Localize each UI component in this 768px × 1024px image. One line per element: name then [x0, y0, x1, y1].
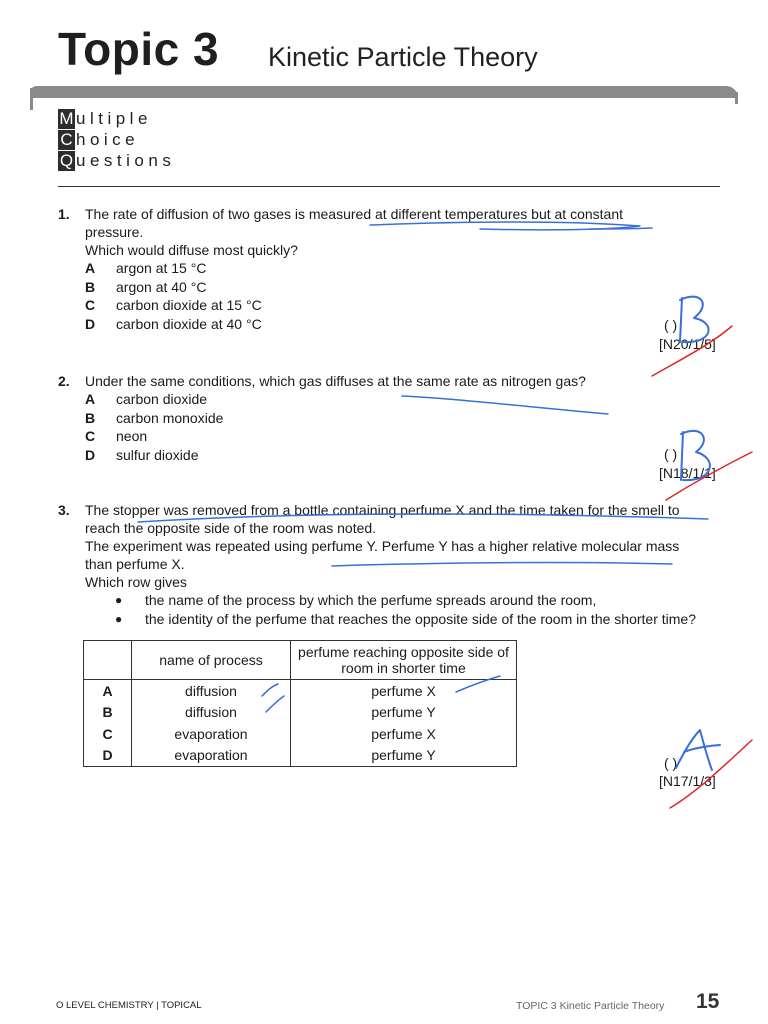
bullet-text: the identity of the perfume that reaches the opposite side of the room in the shorter time? — [145, 610, 696, 627]
question-line: The experiment was repeated using perfume Y. Perfume Y has a higher relative molecular mass — [85, 538, 680, 554]
question-line: The rate of diffusion of two gases is measured at different temperatures but at constant — [85, 206, 624, 222]
question-line: than perfume X. — [85, 556, 185, 572]
option-letter: D — [85, 315, 96, 332]
heading-rule — [58, 186, 720, 187]
option-d[interactable] — [85, 315, 725, 334]
option-c[interactable] — [85, 427, 725, 446]
row-process: diffusion — [132, 702, 291, 724]
option-a[interactable] — [85, 259, 725, 278]
question-number: 1. — [58, 206, 70, 222]
topic-title: Kinetic Particle Theory — [268, 42, 538, 72]
row-letter: A — [84, 680, 132, 702]
bullet-text: the name of the process by which the perfume spreads around the room, — [145, 592, 597, 608]
mcq-word-rest: ultiple — [76, 108, 152, 128]
question-reference: [N20/1/5] — [659, 336, 716, 352]
option-letter: B — [85, 278, 96, 295]
option-letter: B — [85, 409, 96, 426]
option-d[interactable] — [85, 446, 725, 465]
footer-left: O LEVEL CHEMISTRY | TOPICAL — [56, 1000, 202, 1011]
table-header-cell — [84, 641, 132, 680]
option-text: carbon monoxide — [116, 409, 224, 426]
row-perfume: perfume X — [291, 723, 517, 745]
topic-number: Topic 3 — [58, 23, 220, 75]
option-letter: A — [85, 260, 96, 276]
question-line: The stopper was removed from a bottle containing perfume X and the time taken for the smell to — [85, 502, 680, 518]
question-body — [85, 205, 725, 333]
option-text: carbon dioxide at 40 °C — [116, 315, 262, 332]
question-body — [85, 501, 725, 628]
mcq-word-rest: uestions — [76, 150, 176, 170]
option-b[interactable] — [85, 409, 725, 428]
row-letter: D — [84, 745, 132, 767]
question-line: pressure. — [85, 224, 144, 240]
option-letter: A — [85, 391, 96, 407]
question-body — [85, 372, 725, 464]
option-list — [85, 259, 725, 333]
option-list — [85, 390, 725, 464]
option-c[interactable] — [85, 296, 725, 315]
answer-table — [83, 640, 517, 767]
question-line: reach the opposite side of the room was noted. — [85, 520, 377, 536]
table-header-cell: name of process — [132, 641, 291, 680]
row-letter: B — [84, 702, 132, 724]
row-process: evaporation — [132, 723, 291, 745]
mcq-heading — [58, 108, 175, 171]
header-bar-edge-left — [30, 88, 33, 110]
header-bar-edge-right — [735, 92, 738, 104]
table-header-cell: perfume reaching opposite side of room in shorter time — [291, 641, 517, 680]
answer-brackets: ( ) — [664, 317, 678, 333]
table-row[interactable] — [84, 702, 517, 724]
question-line: Which would diffuse most quickly? — [85, 242, 298, 258]
ink-letter-a — [676, 730, 720, 770]
mcq-heading-row — [58, 129, 175, 150]
answer-brackets: ( ) — [664, 755, 678, 771]
option-text: argon at 40 °C — [116, 278, 207, 295]
page-number: 15 — [696, 990, 720, 1013]
row-perfume: perfume Y — [291, 745, 517, 767]
option-letter: C — [85, 297, 96, 313]
mcq-initial: M — [59, 108, 74, 128]
mcq-heading-row — [58, 150, 175, 171]
bullet-dot-icon: ● — [115, 611, 123, 626]
table-row[interactable] — [84, 723, 517, 745]
bullet-dot-icon: ● — [115, 593, 123, 607]
option-letter: C — [85, 428, 96, 444]
option-b[interactable] — [85, 278, 725, 297]
table-header-row — [84, 641, 517, 680]
mcq-heading-row — [58, 108, 175, 129]
row-process: diffusion — [132, 680, 291, 702]
option-text: neon — [116, 428, 148, 444]
bullet-item — [85, 610, 725, 629]
row-perfume: perfume X — [291, 680, 517, 702]
row-process: evaporation — [132, 745, 291, 767]
mcq-word-rest: hoice — [76, 129, 140, 149]
option-letter: D — [85, 446, 96, 463]
mcq-initial: Q — [59, 150, 74, 170]
mcq-initial: C — [58, 130, 75, 150]
option-text: carbon dioxide — [116, 391, 208, 407]
question-number: 2. — [58, 373, 70, 389]
question-line: Which row gives — [85, 574, 187, 590]
bullet-item — [85, 591, 725, 610]
question-number: 3. — [58, 502, 70, 518]
question-line: Under the same conditions, which gas diffuses at the same rate as nitrogen gas? — [85, 373, 586, 389]
table-row[interactable] — [84, 680, 517, 702]
header-bar — [30, 86, 738, 98]
answer-brackets: ( ) — [664, 446, 678, 462]
row-perfume: perfume Y — [291, 702, 517, 724]
option-text: carbon dioxide at 15 °C — [116, 297, 262, 313]
row-letter: C — [84, 723, 132, 745]
table-row[interactable] — [84, 745, 517, 767]
question-reference: [N18/1/1] — [659, 465, 716, 481]
option-text: sulfur dioxide — [116, 446, 199, 463]
option-text: argon at 15 °C — [116, 260, 207, 276]
option-a[interactable] — [85, 390, 725, 409]
question-reference: [N17/1/3] — [659, 773, 716, 789]
footer-right: TOPIC 3 Kinetic Particle Theory — [516, 1000, 665, 1012]
